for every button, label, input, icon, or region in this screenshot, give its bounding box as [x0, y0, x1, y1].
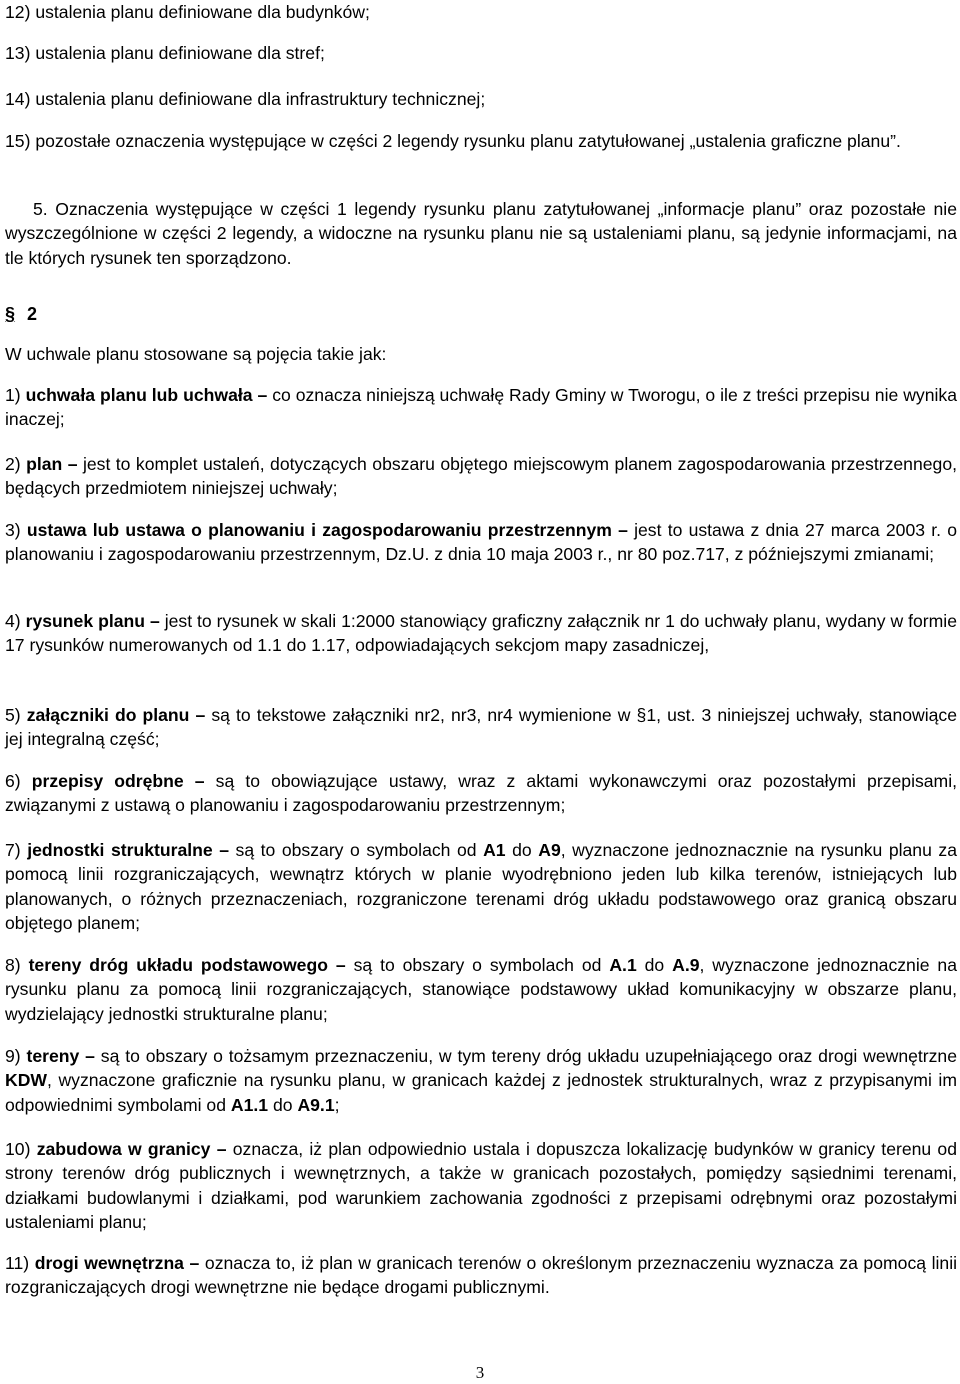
- definition-term: drogi wewnętrzna: [34, 1253, 184, 1273]
- definition-item: 1) uchwała planu lub uchwała – co oznacza niniejszą uchwałę Rady Gminy w Tworogu, o ile z treści przepisu nie wynika inaczej;: [5, 385, 957, 430]
- definition-term: jednostki strukturalne: [27, 840, 213, 860]
- definition-item: 7) jednostki strukturalne – są to obszary o symbolach od A1 do A9, wyznaczone jednoznacznie na rysunku planu za pomocą linii rozgraniczających, wewnątrz których w planie wyodrębniono jeden lub kilka terenów, istniejących lub planowanych, o różnych przeznaczeniach, rozgraniczone terenami dróg układu podstawowego oraz granicą obszaru objętego planem;: [5, 840, 957, 934]
- definition-item: 2) plan – jest to komplet ustaleń, dotyczących obszaru objętego miejscowym planem zagospodarowania przestrzennego, będących przedmiotem niniejszej uchwały;: [5, 454, 957, 499]
- definition-term: przepisy odrębne: [31, 771, 184, 791]
- list-item: 15) pozostałe oznaczenia występujące w części 2 legendy rysunku planu zatytułowanej „ustalenia graficzne planu”.: [5, 131, 901, 151]
- definition-item: 3) ustawa lub ustawa o planowaniu i zagospodarowaniu przestrzennym – jest to ustawa z dnia 27 marca 2003 r. o planowaniu i zagospodarowaniu przestrzennym, Dz.U. z dnia 10 maja 2003 r., nr 80 poz.717, z późniejszymi zmianami;: [5, 520, 957, 565]
- page-number: 3: [475, 1363, 485, 1382]
- definition-term: rysunek planu: [25, 611, 145, 631]
- definition-item: 5) załączniki do planu – są to tekstowe załączniki nr2, nr3, nr4 wymienione w §1, ust. 3 niniejszej uchwały, stanowiące jej integralną część;: [5, 705, 958, 750]
- list-item: 12) ustalenia planu definiowane dla budynków;: [5, 2, 370, 22]
- list-item: 14) ustalenia planu definiowane dla infrastruktury technicznej;: [5, 89, 486, 109]
- section-heading: § 2: [5, 304, 38, 324]
- definition-item: 10) zabudowa w granicy – oznacza, iż plan odpowiednio ustala i dopuszcza lokalizację budynków w granicy terenu od strony terenów dróg publicznych i wewnętrznych, a także w granicach pozostałych, pomiędzy sąsiednimi terenami, działkami budowlanymi i działkami, pod warunkiem zachowania zgodności z przepisami odrębnymi oraz pozostałymi ustaleniami planu;: [5, 1139, 957, 1233]
- definition-term: plan: [26, 454, 63, 474]
- section-intro: W uchwale planu stosowane są pojęcia takie jak:: [5, 344, 387, 364]
- list-item: 13) ustalenia planu definiowane dla stref;: [5, 43, 325, 63]
- definition-item: 4) rysunek planu – jest to rysunek w skali 1:2000 stanowiący graficzny załącznik nr 1 do uchwały planu, wydany w formie 17 rysunków numerowanych od 1.1 do 1.17, odpowiadających sekcjom mapy zasadniczej,: [5, 611, 957, 656]
- definition-item: 9) tereny – są to obszary o tożsamym przeznaczeniu, w tym tereny dróg układu uzupełniającego oraz drogi wewnętrzne KDW, wyznaczone graficznie na rysunku planu, w granicach każdej z jednostek strukturalnych, wraz z przypisanymi im odpowiednimi symbolami od A1.1 do A9.1;: [5, 1046, 958, 1115]
- definition-term: załączniki do planu: [26, 705, 190, 725]
- definition-term: tereny: [26, 1046, 80, 1066]
- definition-term: ustawa lub ustawa o planowaniu i zagospodarowaniu przestrzennym: [26, 520, 612, 540]
- definition-item: 6) przepisy odrębne – są to obowiązujące ustawy, wraz z aktami wykonawczymi oraz pozostałymi przepisami, związanymi z ustawą o planowaniu i zagospodarowaniu przestrzennym;: [5, 771, 958, 816]
- definition-item: 11) drogi wewnętrzna – oznacza to, iż plan w granicach terenów o określonym przeznaczeniu wyznacza za pomocą linii rozgraniczających drogi wewnętrzne nie będące drogami publicznymi.: [5, 1253, 958, 1298]
- definition-term: tereny dróg układu podstawowego: [28, 955, 328, 975]
- definition-term: zabudowa w granicy: [36, 1139, 211, 1159]
- paragraph-point-5: 5. Oznaczenia występujące w części 1 legendy rysunku planu zatytułowanej „informacje planu” oraz pozostałe nie wyszczególnione w części 2 legendy, a widoczne na rysunku planu nie są ustaleniami planu, są jedynie informacjami, na tle których rysunek ten sporządzono.: [5, 199, 958, 268]
- definition-item: 8) tereny dróg układu podstawowego – są to obszary o symbolach od A.1 do A.9, wyznaczone jednoznacznie na rysunku planu za pomocą linii rozgraniczających, stanowiące podstawowy układ komunikacyjny w obszarze planu, wydzielający jednostki strukturalne planu;: [5, 955, 958, 1024]
- definition-term: uchwała planu lub uchwała: [25, 385, 253, 405]
